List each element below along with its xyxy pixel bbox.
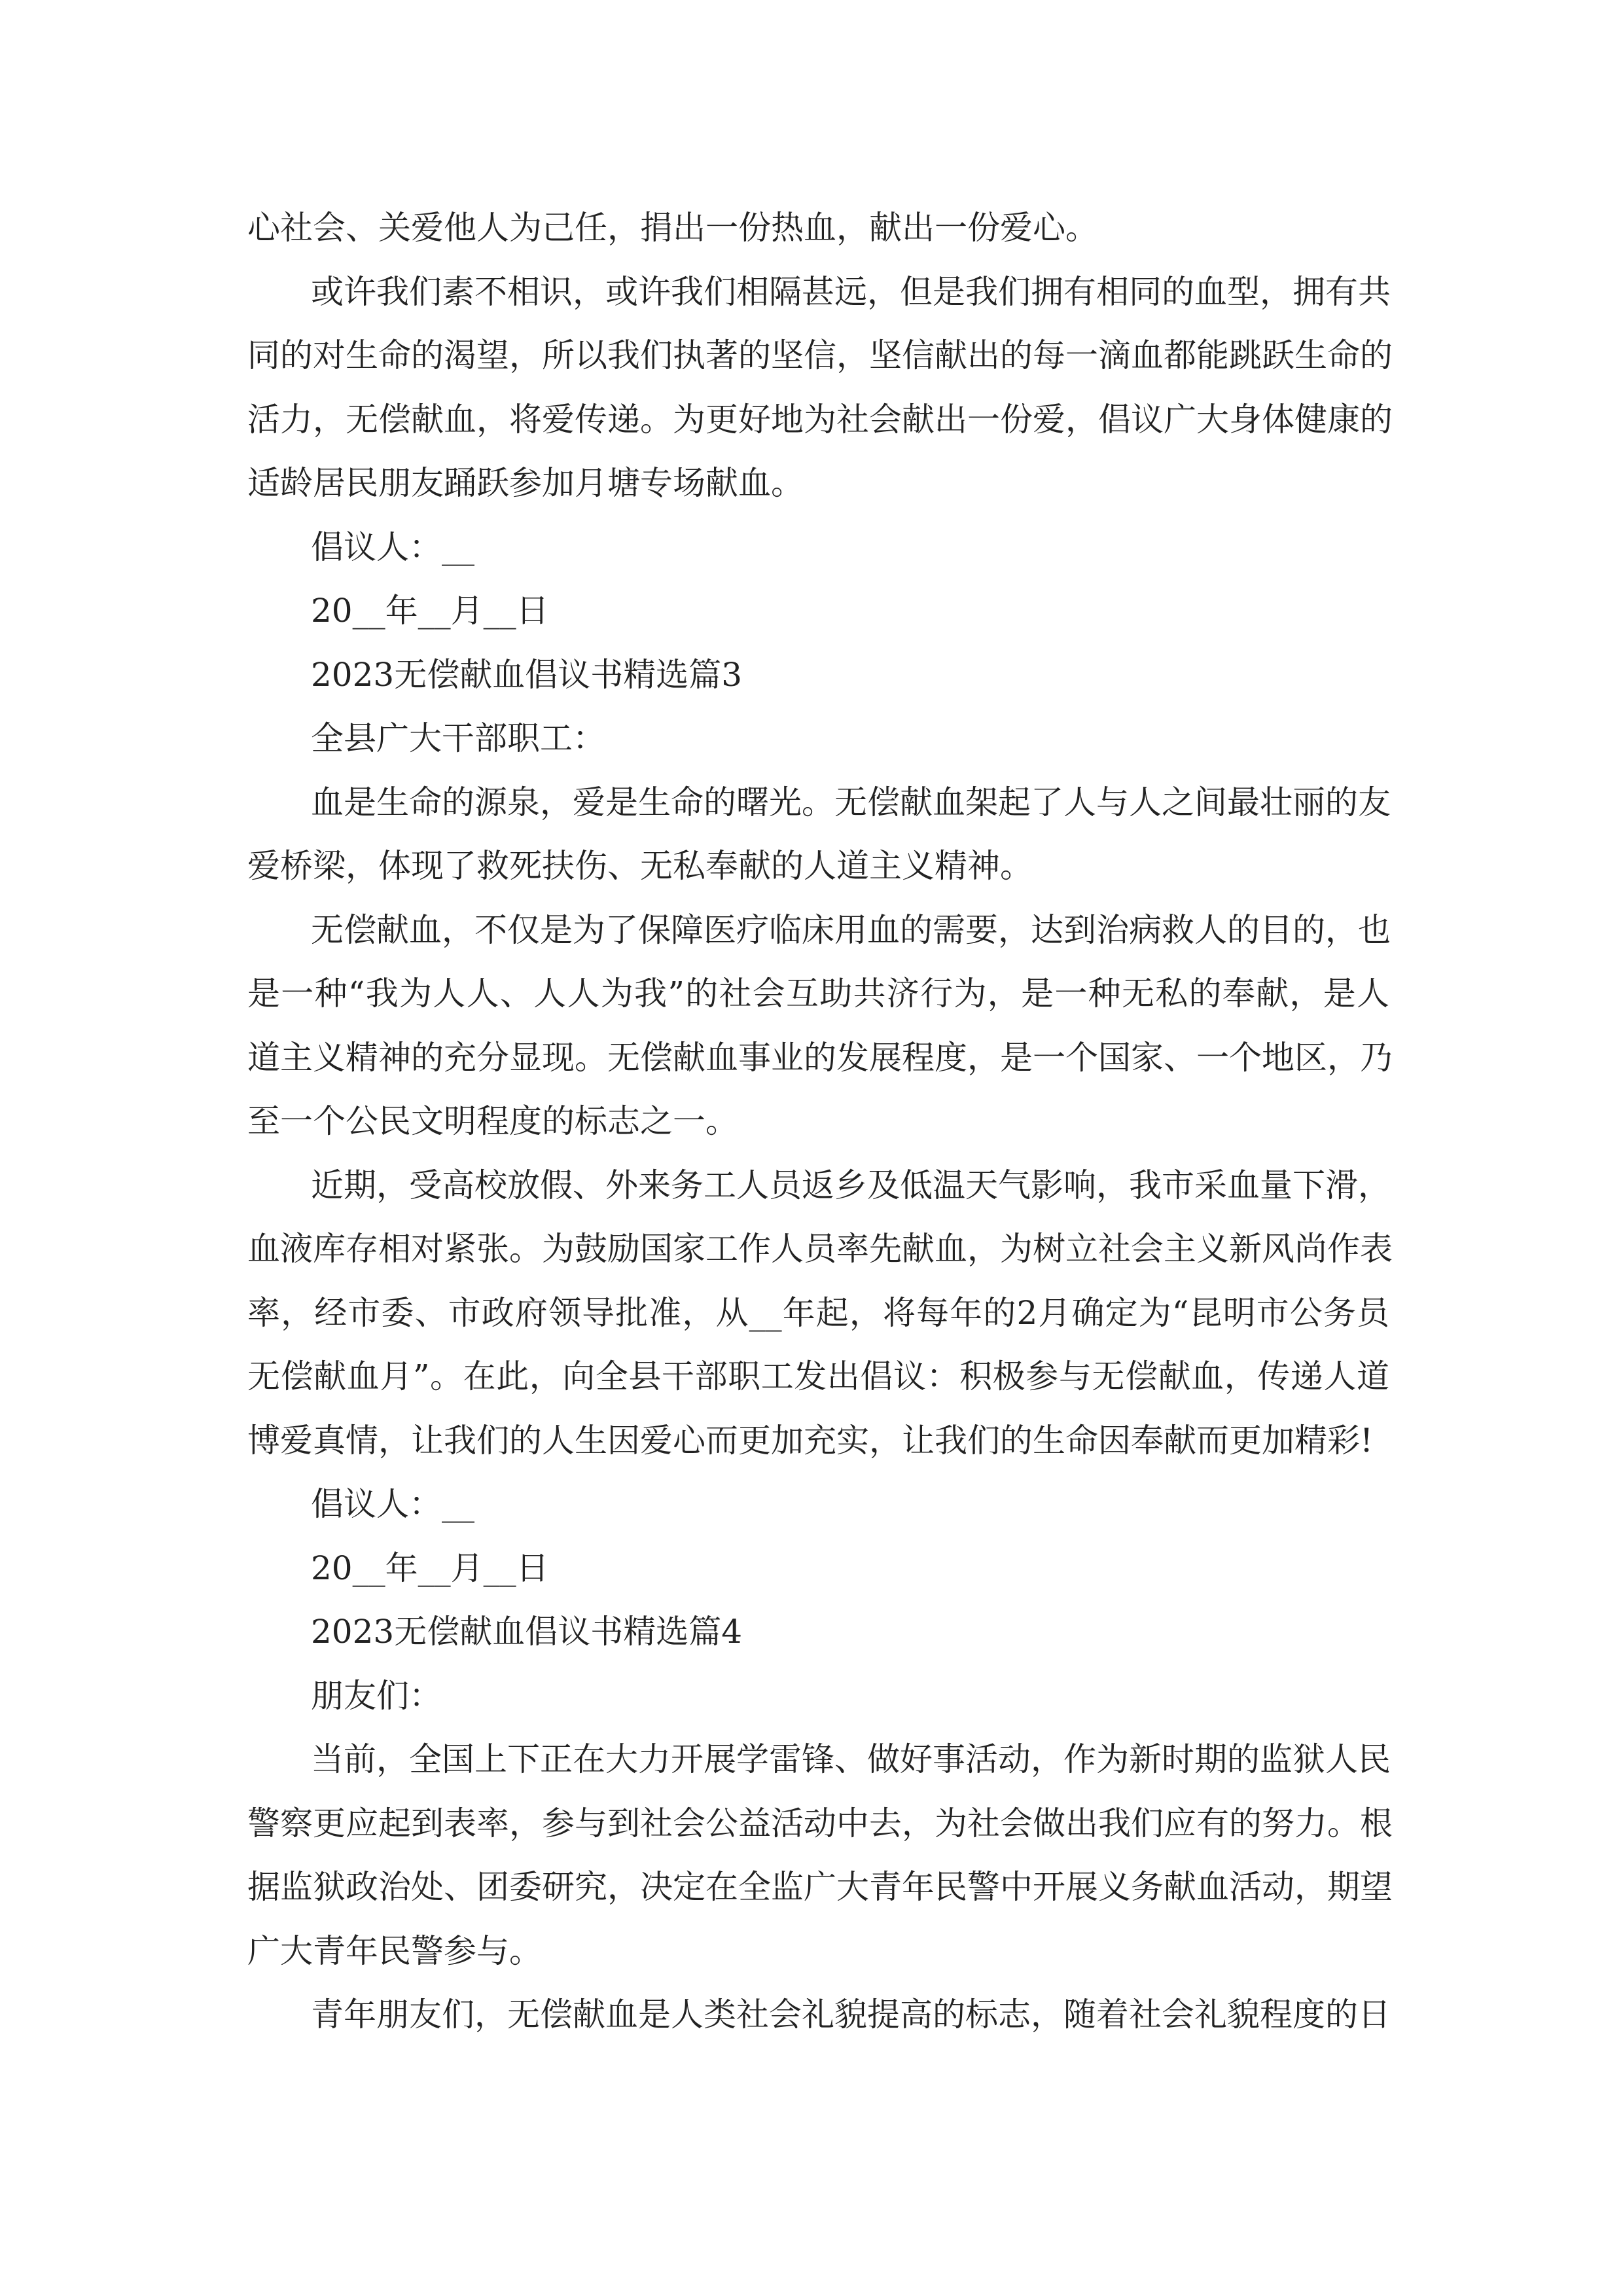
text-line: 据监狱政治处、团委研究，决定在全监广大青年民警中开展义务献血活动，期望 [247,1868,1393,1906]
text-line: 无偿献血，不仅是为了保障医疗临床用血的需要，达到治病救人的目的，也 [311,910,1391,949]
text-line: 青年朋友们，无偿献血是人类社会礼貌提高的标志，随着社会礼貌程度的日 [311,1996,1391,2034]
text-line: 博爱真情，让我们的人生因爱心而更加充实，让我们的生命因奉献而更加精彩! [247,1421,1374,1460]
text-line: 血液库存相对紧张。为鼓励国家工作人员率先献血，为树立社会主义新风尚作表 [247,1230,1393,1268]
text-line: 率，经市委、市政府领导批准，从__年起，将每年的2月确定为“昆明市公务员 [247,1293,1389,1332]
text-line: 或许我们素不相识，或许我们相隔甚远，但是我们拥有相同的血型，拥有共 [311,272,1391,311]
text-line: 广大青年民警参与。 [247,1931,542,1970]
text-line: 爱桥梁，体现了救死扶伤、无私奉献的人道主义精神。 [247,847,1033,885]
section-heading: 2023无偿献血倡议书精选篇3 [311,655,743,694]
text-line: 至一个公民文明程度的标志之一。 [247,1102,738,1140]
text-line: 警察更应起到表率，参与到社会公益活动中去，为社会做出我们应有的努力。根 [247,1804,1393,1842]
text-line: 活力，无偿献血，将爱传递。为更好地为社会献出一份爱，倡议广大身体健康的 [247,400,1393,439]
section-heading: 2023无偿献血倡议书精选篇4 [311,1613,743,1651]
text-line: 近期，受高校放假、外来务工人员返乡及低温天气影响，我市采血量下滑， [311,1166,1391,1204]
date-line: 20__年__月__日 [311,592,549,630]
text-line: 无偿献血月”。在此，向全县干部职工发出倡议：积极参与无偿献血，传递人道 [247,1357,1389,1395]
signature-line: 倡议人：__ [311,528,474,566]
text-line: 心社会、关爱他人为己任，捐出一份热血，献出一份爱心。 [247,209,1098,247]
signature-line: 倡议人：__ [311,1485,474,1523]
text-line: 同的对生命的渴望，所以我们执著的坚信，坚信献出的每一滴血都能跳跃生命的 [247,336,1393,374]
text-line: 血是生命的源泉，爱是生命的曙光。无偿献血架起了人与人之间最壮丽的友 [311,783,1391,821]
salutation: 全县广大干部职工： [311,719,605,757]
text-line: 是一种“我为人人、人人为我”的社会互助共济行为，是一种无私的奉献，是人 [247,975,1389,1013]
date-line: 20__年__月__日 [311,1549,549,1587]
text-line: 道主义精神的充分显现。无偿献血事业的发展程度，是一个国家、一个地区，乃 [247,1038,1393,1077]
document-body [247,196,1393,2047]
text-line: 适龄居民朋友踊跃参加月塘专场献血。 [247,464,804,502]
salutation: 朋友们： [311,1676,442,1715]
text-line: 当前，全国上下正在大力开展学雷锋、做好事活动，作为新时期的监狱人民 [311,1740,1391,1778]
